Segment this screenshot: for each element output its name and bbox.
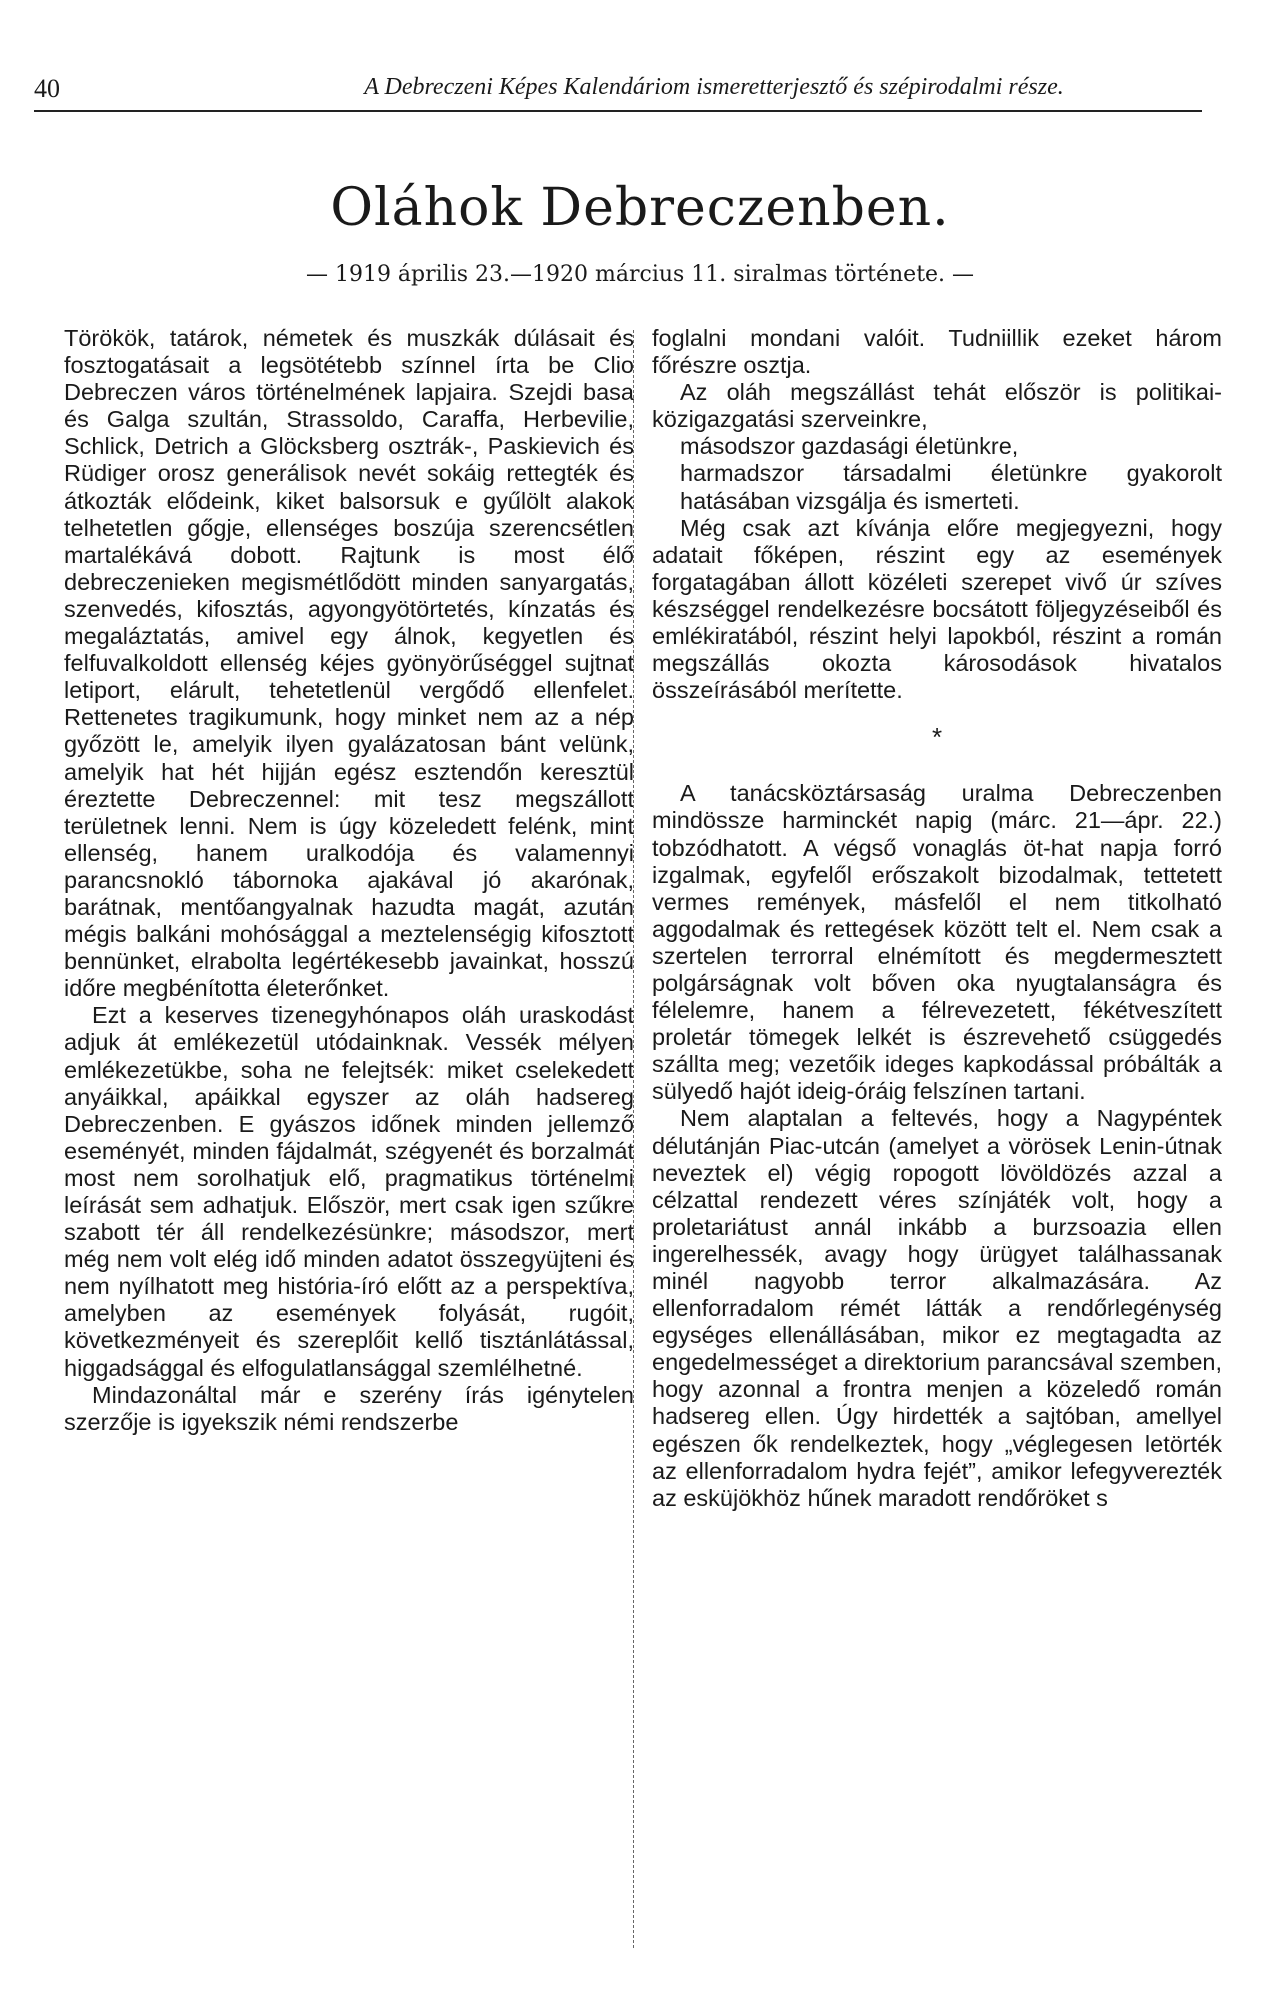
left-column — [64, 325, 634, 1436]
paragraph: foglalni mondani valóit. Tudniillik ezeket három főrészre osztja. — [652, 325, 1222, 379]
running-head: A Debreczeni Képes Kalendáriom ismeretterjesztő és szépirodalmi része. — [364, 74, 1064, 100]
column-divider — [633, 330, 634, 1948]
paragraph: A tanácsköztársaság uralma Debreczenben mindössze harminckét napig (márc. 21—ápr. 22.) tobzódhatott. A végső vonaglás öt-hat napja forró izgalmak, egyfelől erőszakolt bizodalmak, tettetett vermes remények, másfelől el nem titkolható aggodalmak és rettegések között telt el. Nem csak a szertelen terrorral elnémított és megdermesztett polgárságnak volt bőven oka nyugtalanságra és félelemre, hanem a félrevezetett, fékétveszített proletár tömegek lelkét is észrevehető csüggedés szállta meg; vezetőik ideges kapkodással próbálták a sülyedő hajót ideig-óráig felszínen tartani. — [652, 780, 1222, 1105]
list-item: másodszor gazdasági életünkre, — [680, 433, 1019, 460]
page-number: 40 — [34, 74, 60, 103]
paragraph: Törökök, tatárok, németek és muszkák dúlásait és fosztogatásait a legsötétebb színnel írta be Clio Debreczen város történelmének lapjaira. Szejdi basa és Galga szultán, Strassoldo, Caraffa, Herbevilie, Schlick, Detrich a Glöcksberg osztrák-, Paskievich és Rüdiger orosz generálisok nevét sokáig rettegték és átkozták elődeink, kiket balsorsuk e gyűlölt alakok telhetetlen gőgje, ellenséges boszúja szerencsétlen martalékává dobott. Rajtunk is most élő debreczenieken megismétlődött minden sanyargatás, szenvedés, kifosztás, agyongyötörtetés, kínzatás és megaláztatás, amivel egy álnok, kegyetlen és felfuvalkoldott ellenség kéjes gyönyörűséggel sujtnat letiport, elárult, tehetetlenül vergődő ellenfelet. Rettenetes tragikumunk, hogy minket nem az a nép győzött le, amelyik ilyen gyalázatosan bánt velünk, amelyik hat hét hijján egész esztendőn keresztül éreztette Debreczennel: mit tesz megszállott területnek lenni. Nem is úgy közeledett felénk, mint ellenség, hanem uralkodója és valamennyi parancsnokló tábornoka ajakával jó akarónak, barátnak, mentőangyalnak hazudta magát, azután mégis balkáni mohósággal a meztelenségig kifosztott bennünket, elrabolta legértékesebb javainkat, hosszú időre megbénította életerőnket. — [64, 325, 634, 1002]
paragraph: Az oláh megszállást tehát először is politikai-közigazgatási szerveinkre, — [652, 379, 1222, 433]
paragraph: Nem alaptalan a feltevés, hogy a Nagypéntek délutánján Piac-utcán (amelyet a vörösek Lenin-útnak neveztek el) végig ropogott lövöldözés azzal a célzattal rendezett véres színjáték volt, hogy a proletariátust annál inkább a burzsoazia ellen ingerelhessék, avagy hogy ürügyet találhassanak minél nagyobb terror alkalmazására. Az ellenforradalom rémét látták a rendőrlegénység egységes ellenállásában, mikor ez megtagadta az engedelmességet a direktorium parancsával szemben, hogy azonnal a frontra menjen a közeledő román hadsereg ellen. Úgy hirdették a sajtóban, amellyel egészen ők rendelkeztek, hogy „véglegesen letörték az ellenforradalom hydra fejét”, amikor lefegyverezték az esküjökhöz hűnek maradott rendőröket s — [652, 1105, 1222, 1511]
section-separator: * — [931, 722, 943, 753]
article-title: Oláhok Debreczenben. — [330, 178, 950, 238]
article-subtitle: — 1919 április 23.—1920 március 11. siralmas története. — — [305, 262, 975, 287]
right-column — [652, 325, 1222, 1512]
list-item: harmadszor társadalmi életünkre gyakorolt hatásában vizsgálja és ismerteti. — [680, 460, 1222, 514]
paragraph: Ezt a keserves tizenegyhónapos oláh uraskodást adjuk át emlékezetül utódainknak. Vessék mélyen emlékezetükbe, soha ne felejtsék: miket cselekedett anyáikkal, apáikkal egyszer az oláh hadsereg Debreczenben. E gyászos időnek minden jellemző eseményét, minden fájdalmát, szégyenét és borzalmát most nem sorolhatjuk elő, pragmatikus történelmi leírását sem adhatjuk. Először, mert csak igen szűkre szabott tér áll rendelkezésünkre; másodszor, mert még nem volt elég idő minden adatot összegyüjteni és nem nyílhatott meg história-író előtt az a perspektíva, amelyben az események folyását, rugóit, következményeit és szereplőit kellő tisztánlátással, higgadsággal és elfogulatlansággal szemlélhetné. — [64, 1002, 634, 1381]
paragraph: Mindazonáltal már e szerény írás igénytelen szerzője is igyekszik némi rendszerbe — [64, 1381, 634, 1435]
page-header — [34, 70, 1202, 112]
paragraph: Még csak azt kívánja előre megjegyezni, hogy adatait főképen, részint egy az események forgatagában állott közéleti szerepet vivő úr szíves készséggel rendelkezésre bocsátott följegyzéseiből és emlékiratából, részint helyi lapokból, részint a román megszállás okozta károsodások hivatalos összeírásából merítette. — [652, 514, 1222, 704]
